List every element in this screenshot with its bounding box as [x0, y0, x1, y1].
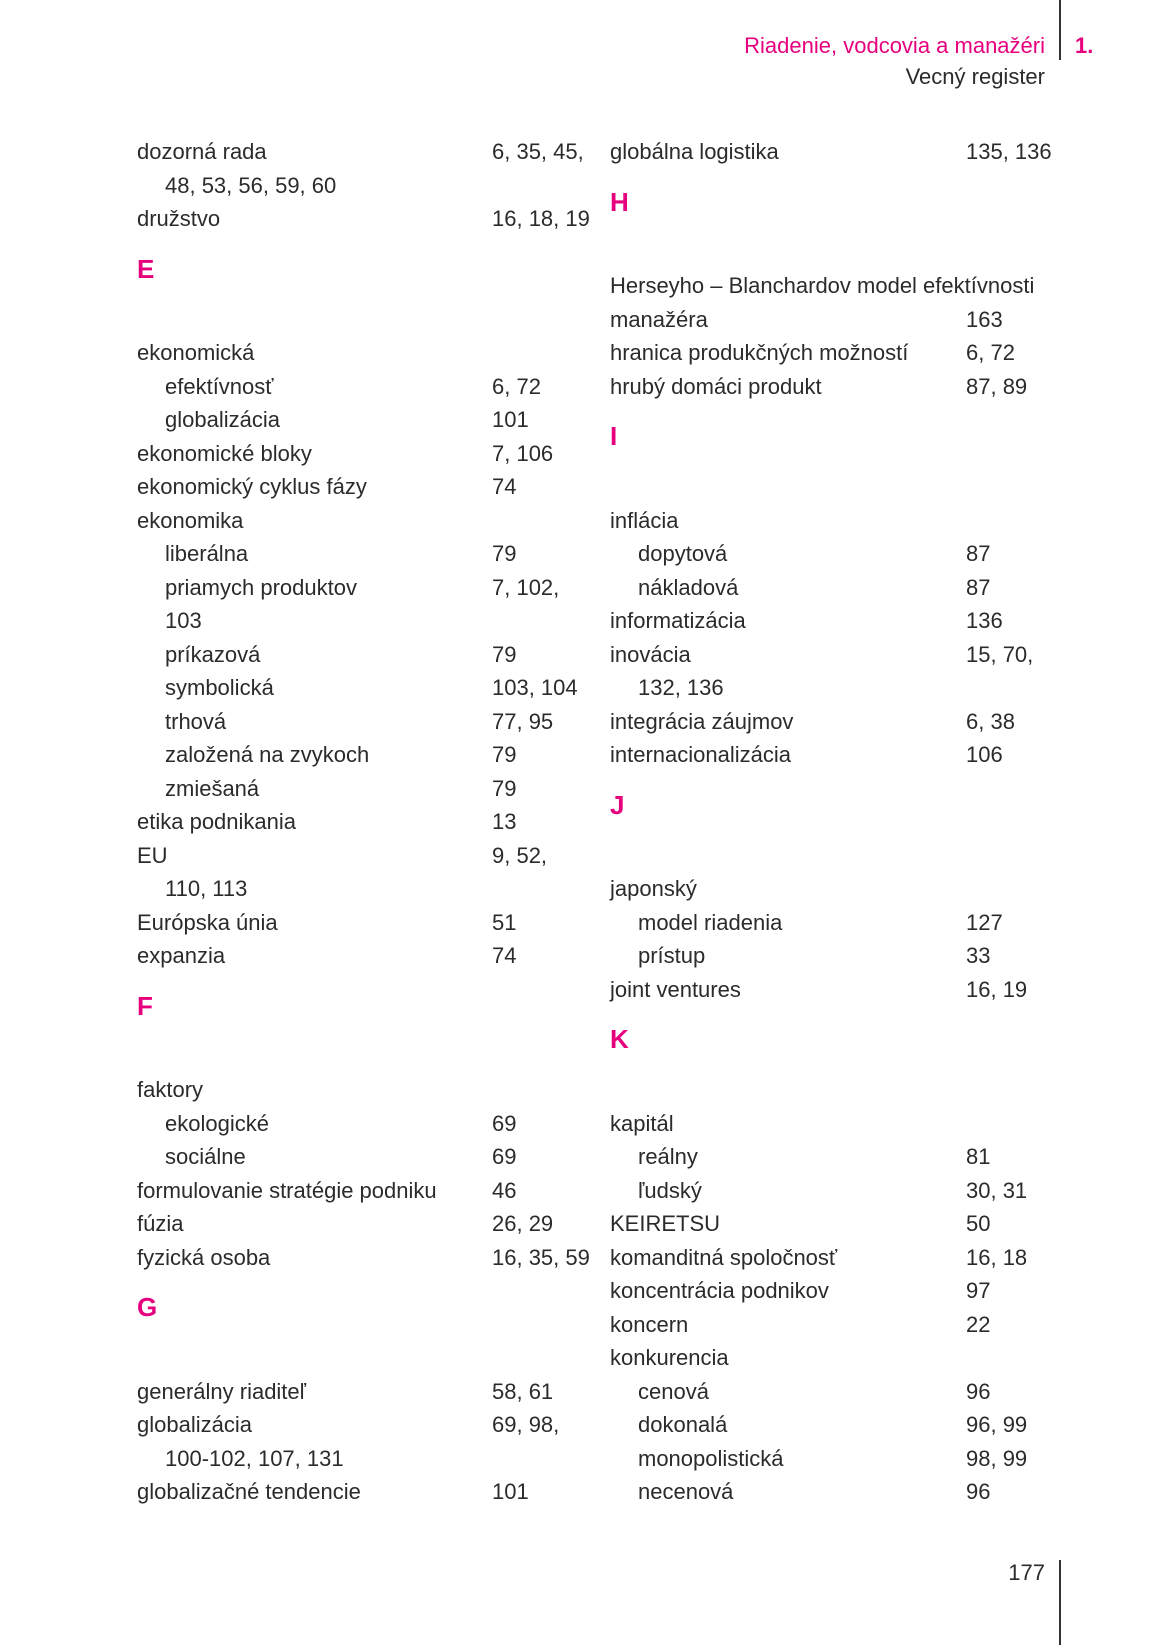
- index-term: symbolická: [165, 675, 274, 700]
- index-entry: [137, 504, 597, 538]
- index-subentry: [137, 738, 597, 772]
- index-subentry: [137, 403, 597, 437]
- index-entry: [610, 1341, 1055, 1375]
- index-page-refs: 22: [966, 1311, 991, 1337]
- index-term: dokonalá: [638, 1412, 728, 1437]
- index-entry: [137, 1073, 597, 1107]
- index-page-refs: 87: [966, 541, 991, 566]
- index-subentry: [137, 705, 597, 739]
- index-term: založená na zvykoch: [165, 742, 370, 767]
- index-subentry: [610, 1174, 1055, 1208]
- index-term: priamych produktov: [165, 574, 357, 600]
- index-entry: [610, 872, 1055, 906]
- index-term: 103: [165, 608, 202, 633]
- index-page-refs: 50: [966, 1211, 991, 1236]
- index-term: družstvo: [137, 206, 221, 231]
- index-page-refs: 103, 104: [492, 675, 578, 700]
- index-term: monopolistická: [638, 1445, 784, 1471]
- index-term: komanditná spoločnosť: [610, 1244, 838, 1270]
- index-page-refs: 6, 38: [966, 708, 1015, 734]
- index-entry: [610, 705, 1055, 739]
- index-term: cenová: [638, 1378, 709, 1404]
- index-term: faktory: [137, 1077, 204, 1102]
- index-entry: [137, 437, 597, 471]
- index-term: expanzia: [137, 943, 226, 968]
- index-term: Európska únia: [137, 909, 278, 935]
- letter-label: G: [137, 1292, 158, 1322]
- index-term: formulovanie stratégie podniku: [137, 1177, 437, 1203]
- index-page-refs: 26, 29: [492, 1211, 554, 1236]
- index-entry: [137, 906, 597, 940]
- index-letter-heading: [137, 1274, 597, 1341]
- index-entry: [137, 1408, 597, 1442]
- index-term: dopytová: [638, 541, 728, 566]
- index-subentry: [610, 537, 1055, 571]
- index-subentry: [137, 1442, 597, 1476]
- index-page-refs: 79: [492, 775, 517, 801]
- index-term: ekonomický cyklus fázy: [137, 474, 367, 499]
- index-subentry: [137, 772, 597, 806]
- running-header-title: Riadenie, vodcovia a manažéri: [744, 33, 1045, 58]
- index-page-refs: 81: [966, 1144, 991, 1169]
- index-term: hranica produkčných možností: [610, 340, 909, 365]
- index-page-refs: 15, 70,: [966, 641, 1034, 667]
- index-entry: [610, 370, 1055, 404]
- index-page-refs: 16, 19: [966, 976, 1028, 1002]
- spacer: [137, 1040, 597, 1074]
- index-subentry: [137, 1140, 597, 1174]
- index-term: ľudský: [638, 1177, 702, 1203]
- index-page-refs: 69, 98,: [492, 1412, 560, 1437]
- index-term: manažéra: [610, 306, 708, 332]
- letter-label: I: [610, 421, 618, 451]
- index-term: globalizácia: [137, 1412, 252, 1437]
- index-letter-heading: [137, 973, 597, 1040]
- index-term: 110, 113: [165, 876, 248, 901]
- index-page-refs: 16, 18: [966, 1244, 1028, 1270]
- index-subentry: [137, 604, 597, 638]
- index-term: 100-102, 107, 131: [165, 1445, 344, 1471]
- index-page-refs: 98, 99: [966, 1445, 1028, 1471]
- index-page-refs: 46: [492, 1177, 517, 1203]
- index-entry: [137, 202, 597, 236]
- index-term: fúzia: [137, 1211, 184, 1236]
- index-page-refs: 16, 18, 19: [492, 206, 590, 231]
- spacer: [610, 470, 1055, 504]
- index-page-refs: 69: [492, 1110, 517, 1136]
- index-column-right: [610, 135, 1055, 1509]
- spacer: [137, 303, 597, 337]
- index-column-left: [137, 135, 597, 1509]
- index-page-refs: 6, 72: [966, 340, 1015, 365]
- index-page-refs: 97: [966, 1278, 991, 1303]
- spacer: [610, 236, 1055, 270]
- index-page-refs: 9, 52,: [492, 842, 548, 868]
- index-term: KEIRETSU: [610, 1211, 721, 1236]
- index-page-refs: 127: [966, 909, 1003, 935]
- letter-label: E: [137, 253, 155, 284]
- index-page-refs: 96: [966, 1479, 991, 1504]
- index-term: ekonomická: [137, 340, 255, 365]
- index-entry: [610, 1241, 1055, 1275]
- index-page-refs: 16, 35, 59: [492, 1244, 590, 1270]
- index-subentry: [610, 939, 1055, 973]
- index-term: dozorná rada: [137, 139, 267, 164]
- index-entry: [610, 604, 1055, 638]
- index-page-refs: 77, 95: [492, 708, 554, 734]
- index-entry: [137, 1375, 597, 1409]
- index-term: globalizácia: [165, 407, 280, 432]
- index-term: koncern: [610, 1311, 689, 1337]
- index-page-refs: 74: [492, 943, 517, 968]
- index-term: japonský: [610, 876, 697, 901]
- index-subentry: [137, 638, 597, 672]
- chapter-number: 1.: [1075, 33, 1094, 58]
- index-page-refs: 96: [966, 1378, 991, 1404]
- index-page-refs: 6, 72: [492, 373, 541, 399]
- index-term: integrácia záujmov: [610, 708, 794, 734]
- index-entry: [137, 135, 597, 169]
- index-term: reálny: [638, 1144, 698, 1169]
- index-term: ekologické: [165, 1110, 269, 1136]
- index-term: sociálne: [165, 1144, 246, 1169]
- index-entry: [137, 470, 597, 504]
- index-page-refs: 106: [966, 742, 1003, 767]
- letter-label: H: [610, 186, 629, 217]
- index-entry: [610, 336, 1055, 370]
- index-letter-heading: [610, 1006, 1055, 1073]
- index-entry: [610, 269, 1055, 303]
- index-subentry: [610, 571, 1055, 605]
- index-term: príkazová: [165, 641, 261, 667]
- index-page-refs: 6, 35, 45,: [492, 139, 584, 164]
- index-page-refs: 7, 106: [492, 440, 554, 466]
- index-entry: [137, 1174, 597, 1208]
- index-term: generálny riaditeľ: [137, 1378, 307, 1404]
- index-entry: [137, 839, 597, 873]
- index-entry: [137, 1475, 597, 1509]
- index-subentry: [137, 872, 597, 906]
- index-page-refs: 58, 61: [492, 1378, 554, 1404]
- index-term: zmiešaná: [165, 775, 260, 801]
- index-entry: [610, 504, 1055, 538]
- index-entry: [610, 973, 1055, 1007]
- index-term: koncentrácia podnikov: [610, 1278, 829, 1303]
- index-entry: [137, 939, 597, 973]
- index-term: inovácia: [610, 641, 691, 667]
- index-term: EU: [137, 842, 168, 868]
- index-entry: [610, 638, 1055, 672]
- index-entry: [610, 1308, 1055, 1342]
- index-term: joint ventures: [610, 976, 741, 1002]
- page-number: 177: [1008, 1560, 1045, 1585]
- index-term: globálna logistika: [610, 139, 779, 164]
- index-page-refs: 135, 136: [966, 139, 1052, 164]
- index-subentry: [137, 1107, 597, 1141]
- index-entry: [610, 135, 1055, 169]
- index-page-refs: 30, 31: [966, 1177, 1028, 1203]
- index-term: nákladová: [638, 574, 739, 600]
- letter-label: K: [610, 1024, 629, 1054]
- index-entry: [610, 738, 1055, 772]
- index-page-refs: 87: [966, 574, 991, 600]
- index-subentry: [137, 571, 597, 605]
- index-subentry: [610, 1140, 1055, 1174]
- index-page-refs: 87, 89: [966, 373, 1028, 399]
- index-subentry: [610, 1375, 1055, 1409]
- index-page-refs: 101: [492, 407, 529, 432]
- index-letter-heading: [137, 236, 597, 303]
- index-subentry: [610, 1408, 1055, 1442]
- spacer: [610, 839, 1055, 873]
- index-subentry: [137, 370, 597, 404]
- index-page-refs: 101: [492, 1479, 529, 1504]
- index-term: etika podnikania: [137, 809, 297, 834]
- index-entry: [137, 805, 597, 839]
- index-page-refs: 7, 102,: [492, 574, 560, 600]
- index-page-refs: 79: [492, 742, 517, 767]
- footer-divider-line: [1059, 1560, 1061, 1645]
- index-term: informatizácia: [610, 608, 746, 633]
- index-term: trhová: [165, 708, 227, 734]
- index-letter-heading: [610, 169, 1055, 236]
- index-page-refs: 136: [966, 608, 1003, 633]
- index-entry: [610, 1274, 1055, 1308]
- index-page-refs: 96, 99: [966, 1412, 1028, 1437]
- index-entry: [610, 1207, 1055, 1241]
- index-page-refs: 69: [492, 1144, 517, 1169]
- index-entry: [137, 1207, 597, 1241]
- index-term: fyzická osoba: [137, 1244, 271, 1270]
- index-term: efektívnosť: [165, 373, 274, 399]
- index-page-refs: 33: [966, 943, 991, 968]
- index-term: prístup: [638, 943, 706, 968]
- header-divider-line: [1059, 0, 1061, 60]
- index-subentry: [610, 671, 1055, 705]
- index-subentry: [610, 906, 1055, 940]
- index-term: ekonomika: [137, 507, 244, 533]
- running-header-subtitle: Vecný register: [905, 64, 1045, 89]
- index-page-refs: 79: [492, 541, 517, 566]
- index-page-refs: 51: [492, 909, 517, 935]
- spacer: [610, 1073, 1055, 1107]
- index-entry: [610, 303, 1055, 337]
- letter-label: F: [137, 990, 153, 1021]
- index-term: necenová: [638, 1479, 734, 1504]
- spacer: [137, 1341, 597, 1375]
- index-subentry: [610, 1442, 1055, 1476]
- index-letter-heading: [610, 772, 1055, 839]
- index-term: konkurencia: [610, 1345, 729, 1370]
- index-term: globalizačné tendencie: [137, 1479, 361, 1504]
- index-subentry: [137, 169, 597, 203]
- index-term: ekonomické bloky: [137, 440, 312, 466]
- index-page-refs: 163: [966, 306, 1003, 332]
- index-entry: [610, 1107, 1055, 1141]
- index-term: kapitál: [610, 1110, 674, 1136]
- index-term: internacionalizácia: [610, 742, 791, 767]
- index-term: Herseyho – Blanchardov model efektívnosti: [610, 273, 1035, 298]
- index-term: inflácia: [610, 507, 679, 533]
- index-term: model riadenia: [638, 909, 783, 935]
- letter-label: J: [610, 789, 625, 820]
- index-term: hrubý domáci produkt: [610, 373, 822, 399]
- index-entry: [137, 1241, 597, 1275]
- index-page-refs: 74: [492, 474, 517, 499]
- index-term: liberálna: [165, 541, 249, 566]
- index-term: 48, 53, 56, 59, 60: [165, 172, 337, 198]
- index-subentry: [610, 1475, 1055, 1509]
- index-page-refs: 13: [492, 809, 517, 834]
- index-term: 132, 136: [638, 675, 724, 700]
- index-subentry: [137, 537, 597, 571]
- index-subentry: [137, 671, 597, 705]
- index-page-refs: 79: [492, 641, 517, 667]
- index-entry: [137, 336, 597, 370]
- index-letter-heading: [610, 403, 1055, 470]
